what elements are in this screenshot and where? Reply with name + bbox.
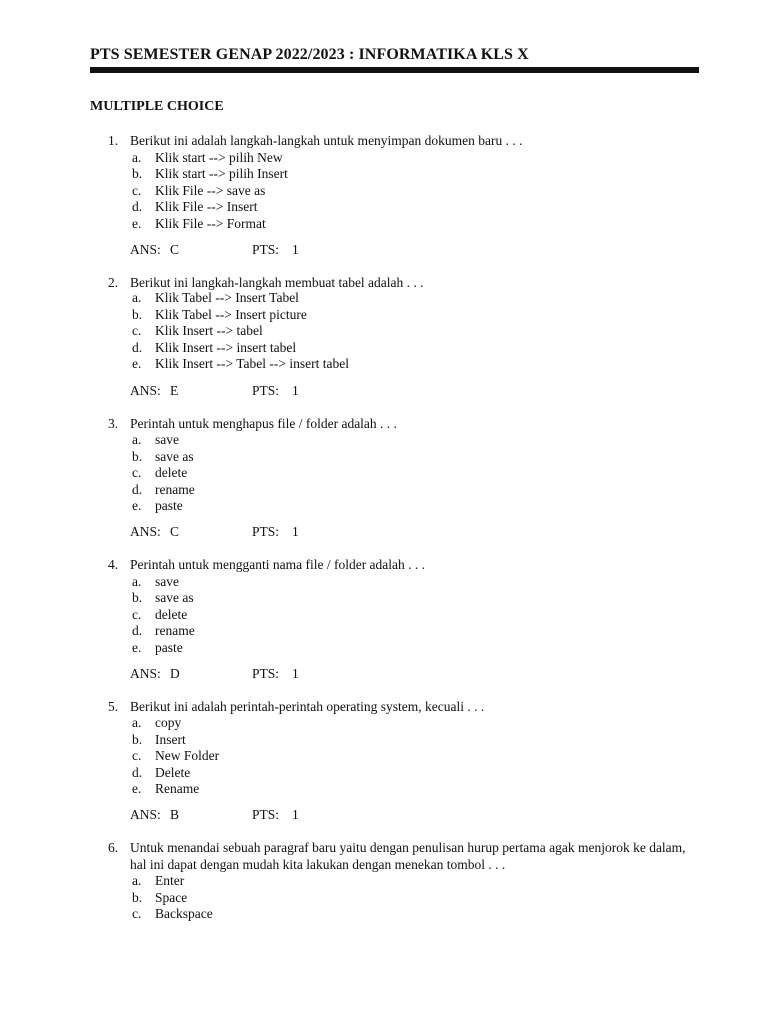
- answer-label: ANS:: [130, 807, 161, 822]
- option-text: Backspace: [155, 906, 213, 921]
- option-letter: e.: [132, 639, 142, 655]
- answer-value: C: [170, 242, 180, 257]
- option-text: Klik Insert --> insert tabel: [155, 339, 297, 355]
- option-letter: a.: [132, 290, 142, 305]
- option-text: Klik start --> pilih New: [155, 149, 283, 165]
- option-text: rename: [155, 481, 195, 497]
- option-text: Klik File --> save as: [155, 182, 266, 198]
- question-number: 3.: [108, 416, 119, 431]
- option-letter: c.: [132, 606, 142, 622]
- option-letter: d.: [132, 199, 143, 214]
- option-letter: a.: [132, 715, 142, 730]
- question-text: Berikut ini adalah langkah-langkah untuk menyimpan dokumen baru . . .: [130, 133, 523, 148]
- option-text: Klik Insert --> Tabel --> insert tabel: [155, 356, 349, 371]
- option-letter: b.: [132, 166, 143, 181]
- question-number: 4.: [108, 557, 119, 572]
- points-value: 1: [292, 383, 299, 398]
- option-text: Klik Tabel --> Insert picture: [155, 306, 307, 322]
- option-letter: a.: [132, 573, 142, 589]
- question-number: 5.: [108, 699, 119, 714]
- title-rule: [90, 67, 699, 73]
- question-text: Untuk menandai sebuah paragraf baru yaitu dengan penulisan hurup pertama agak menjorok ke dalam, hal ini dapat dengan mudah kita lakukan dengan menekan tombol . . .: [130, 840, 686, 872]
- answer-label: ANS:: [130, 524, 161, 539]
- points-value: 1: [292, 807, 299, 822]
- option-letter: d.: [132, 764, 143, 780]
- option-letter: e.: [132, 356, 142, 371]
- option-letter: b.: [132, 731, 143, 747]
- question-text: Berikut ini adalah perintah-perintah operating system, kecuali . . .: [130, 699, 485, 714]
- option-text: delete: [155, 606, 188, 622]
- option-text: Klik File --> Insert: [155, 199, 258, 214]
- question-text: Perintah untuk mengganti nama file / folder adalah . . .: [130, 557, 426, 572]
- option-letter: b.: [132, 590, 143, 605]
- option-letter: c.: [132, 748, 142, 763]
- option-letter: e.: [132, 781, 142, 796]
- points-value: 1: [292, 242, 299, 257]
- points-label: PTS:: [252, 524, 280, 539]
- option-letter: c.: [132, 323, 142, 338]
- points-label: PTS:: [252, 383, 280, 398]
- option-letter: b.: [132, 306, 143, 322]
- option-letter: e.: [132, 498, 142, 513]
- answer-value: D: [170, 666, 180, 681]
- answer-label: ANS:: [130, 242, 161, 257]
- option-letter: a.: [132, 873, 142, 888]
- option-letter: d.: [132, 623, 143, 638]
- option-text: save: [155, 432, 179, 447]
- section-heading: MULTIPLE CHOICE: [90, 99, 224, 114]
- option-letter: c.: [132, 465, 142, 480]
- question-number: 2.: [108, 275, 119, 290]
- points-label: PTS:: [252, 242, 280, 257]
- option-text: rename: [155, 623, 195, 638]
- option-text: save as: [155, 448, 194, 464]
- option-letter: d.: [132, 481, 143, 497]
- option-text: Rename: [155, 781, 200, 796]
- option-text: paste: [155, 498, 183, 513]
- points-value: 1: [292, 524, 299, 539]
- question-number: 1.: [108, 133, 119, 148]
- option-text: Klik start --> pilih Insert: [155, 166, 288, 181]
- option-text: New Folder: [155, 748, 220, 763]
- answer-label: ANS:: [130, 383, 161, 398]
- option-text: copy: [155, 715, 182, 730]
- points-value: 1: [292, 666, 299, 681]
- option-text: save: [155, 573, 179, 589]
- option-text: Klik Insert --> tabel: [155, 323, 263, 338]
- answer-label: ANS:: [130, 666, 161, 681]
- answer-value: B: [170, 807, 180, 822]
- option-text: save as: [155, 590, 194, 605]
- option-letter: c.: [132, 182, 142, 198]
- answer-value: E: [170, 383, 179, 398]
- page-title: PTS SEMESTER GENAP 2022/2023 : INFORMATIKA KLS X: [90, 46, 529, 63]
- option-text: paste: [155, 639, 183, 655]
- option-letter: c.: [132, 906, 142, 921]
- option-letter: a.: [132, 432, 142, 447]
- option-text: Insert: [155, 731, 186, 747]
- points-label: PTS:: [252, 666, 280, 681]
- option-letter: e.: [132, 215, 142, 231]
- option-text: Klik Tabel --> Insert Tabel: [155, 290, 299, 305]
- option-text: Klik File --> Format: [155, 215, 266, 231]
- option-letter: b.: [132, 889, 143, 905]
- points-label: PTS:: [252, 807, 280, 822]
- question-number: 6.: [108, 840, 119, 855]
- option-letter: a.: [132, 149, 142, 165]
- option-text: delete: [155, 465, 188, 480]
- option-text: Space: [155, 889, 188, 905]
- answer-value: C: [170, 524, 180, 539]
- option-text: Delete: [155, 764, 191, 780]
- question-text: Perintah untuk menghapus file / folder adalah . . .: [130, 416, 397, 431]
- option-text: Enter: [155, 873, 185, 888]
- option-letter: d.: [132, 339, 143, 355]
- option-letter: b.: [132, 448, 143, 464]
- question-text: Berikut ini langkah-langkah membuat tabel adalah . . .: [130, 275, 424, 290]
